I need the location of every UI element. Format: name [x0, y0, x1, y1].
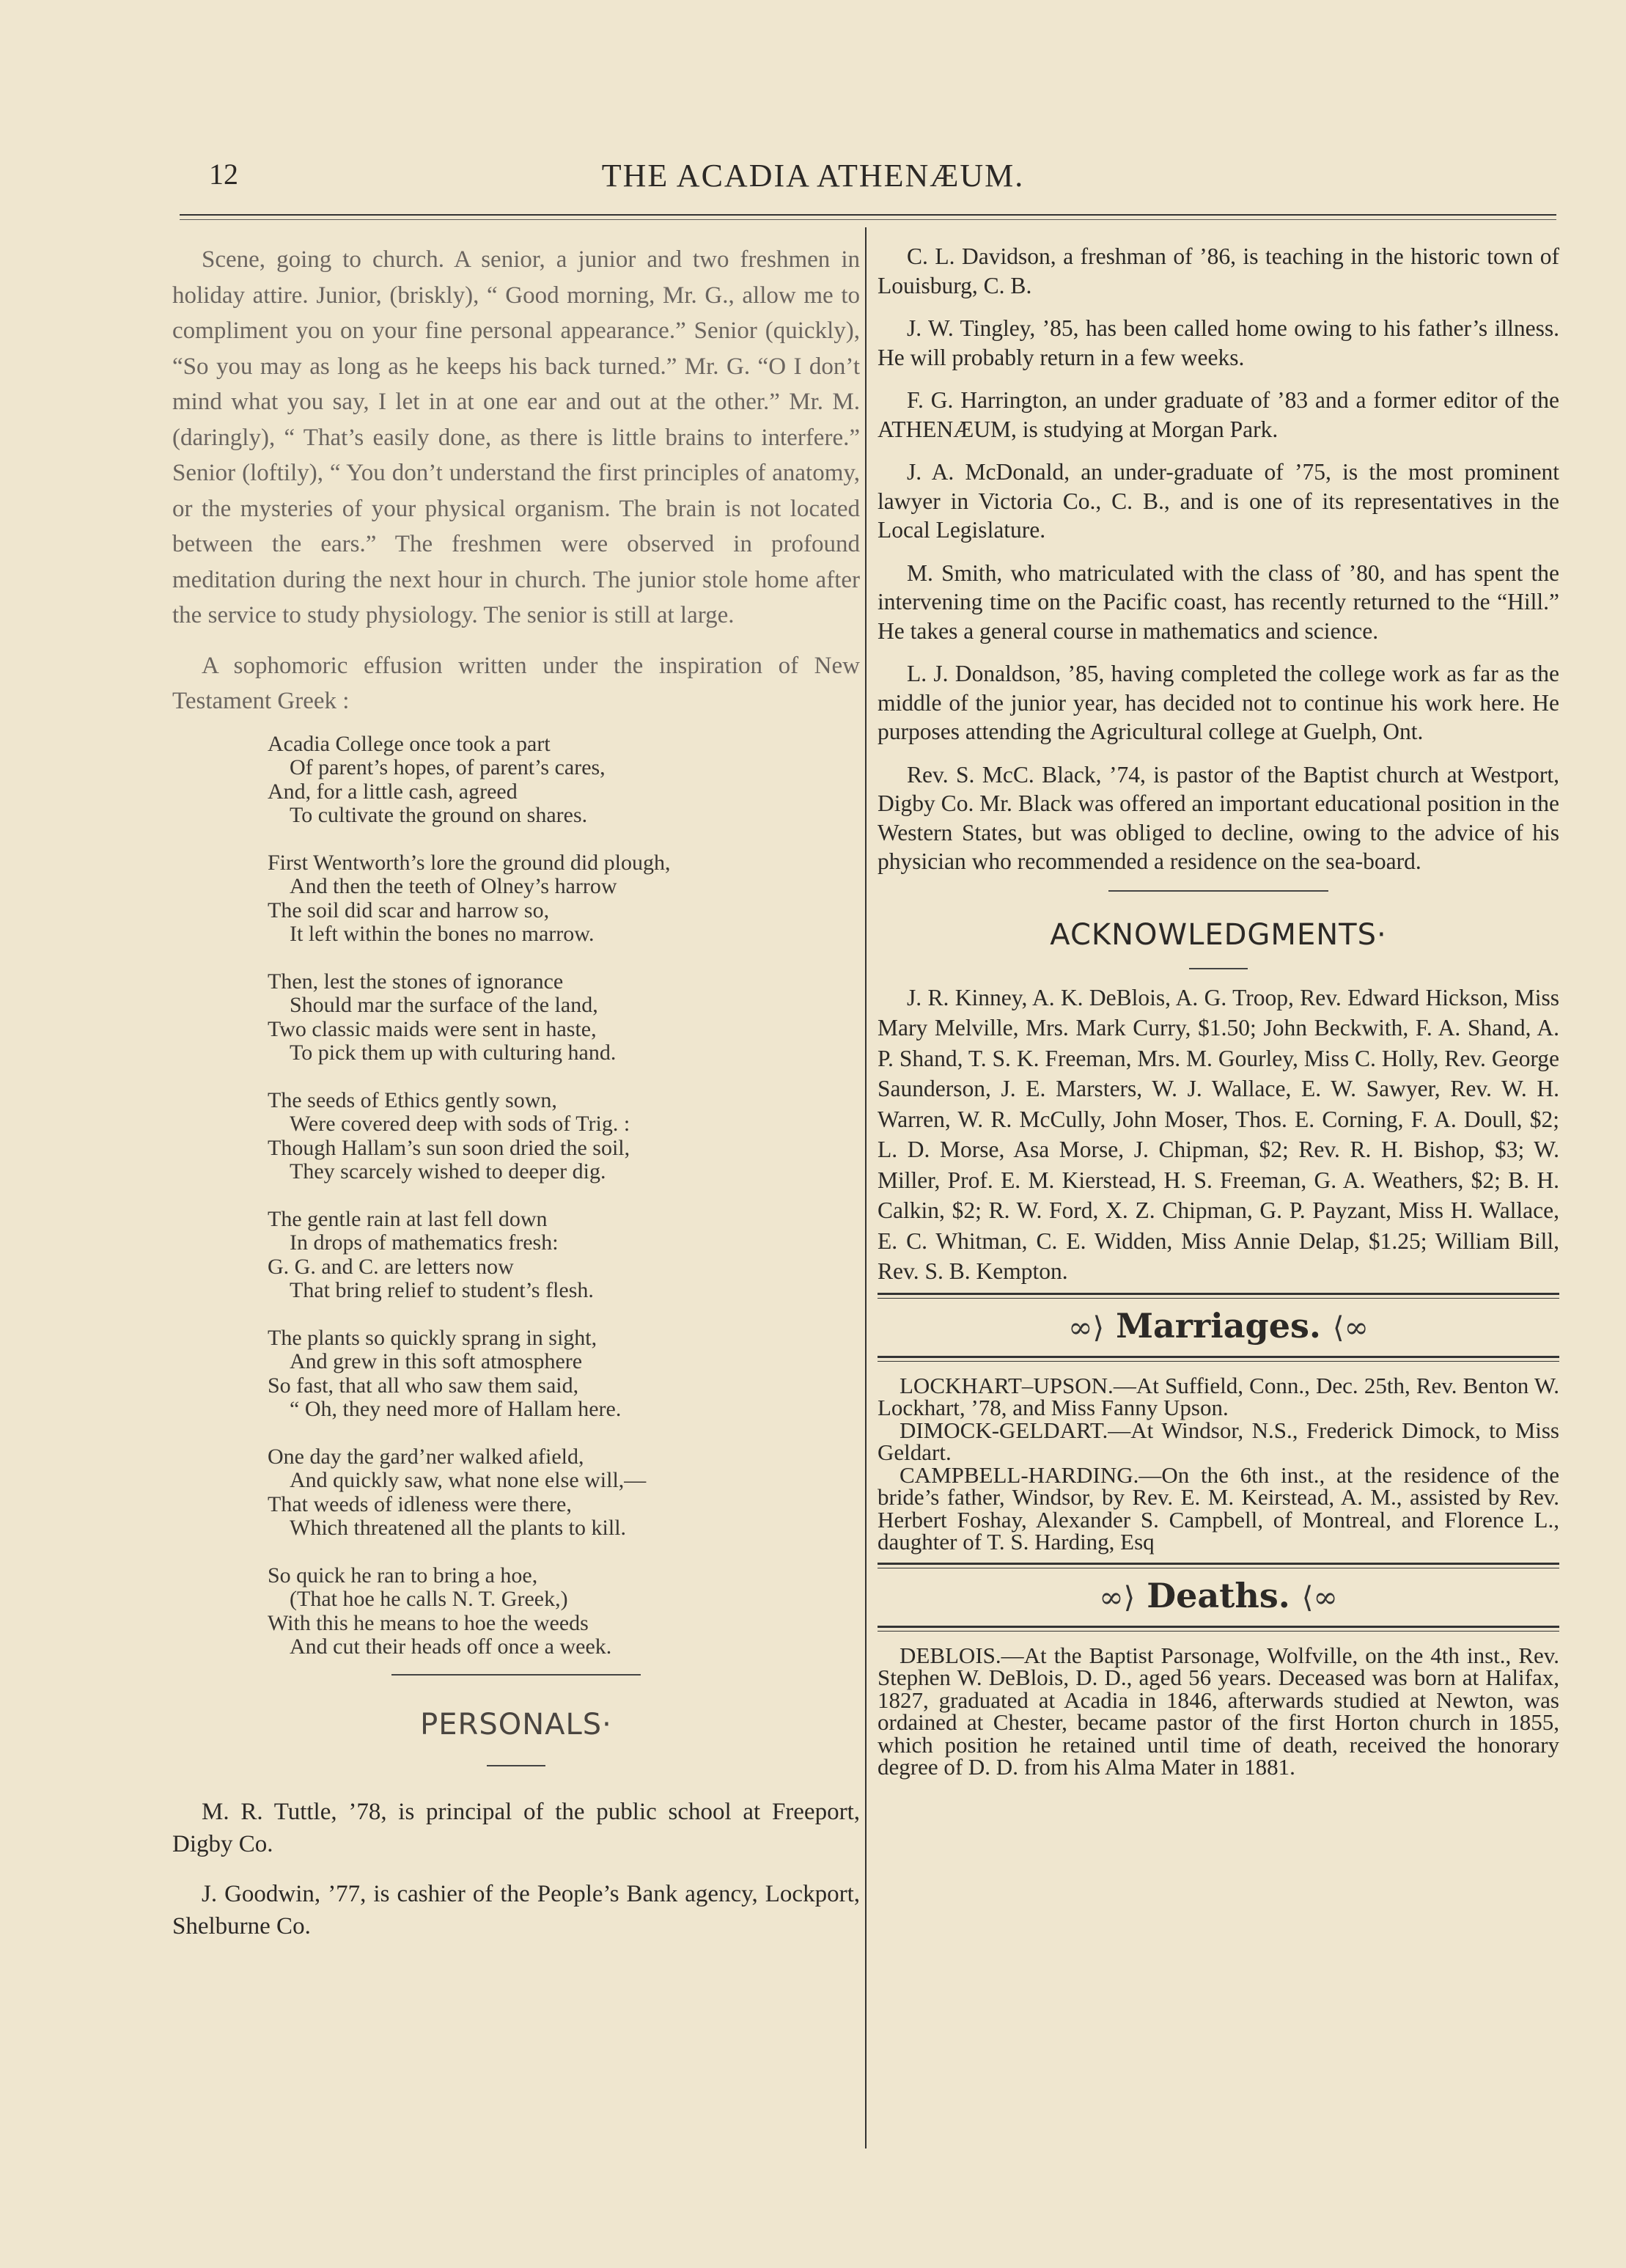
- poem-line: They scarcely wished to deeper dig.: [290, 1159, 606, 1183]
- notice-names: DEBLOIS.: [900, 1642, 1001, 1668]
- personal-item: F. G. Harrington, an under graduate of ’83 and a former editor of the ATHENÆUM, is studying at Morgan Park.: [878, 387, 1559, 442]
- poem-line: And then the teeth of Olney’s harrow: [290, 874, 617, 898]
- section-rule-short: [1189, 968, 1248, 969]
- section-rule: [391, 1674, 641, 1676]
- section-double-rule: [878, 1563, 1559, 1568]
- personal-item: M. R. Tuttle, ’78, is principal of the public school at Freeport, Digby Co.: [172, 1798, 860, 1857]
- marriage-notice: [878, 1417, 1559, 1465]
- poem-stanza: [268, 970, 860, 1065]
- poem-line: Acadia College once took a part: [268, 731, 551, 756]
- section-double-rule: [878, 1626, 1559, 1632]
- right-column: [878, 242, 1559, 1779]
- poem-line: That weeds of idleness were there,: [268, 1491, 572, 1516]
- section-rule-short: [487, 1765, 545, 1766]
- poem-line: Though Hallam’s sun soon dried the soil,: [268, 1135, 630, 1160]
- poem-line: The gentle rain at last fell down: [268, 1206, 548, 1231]
- poem-line: Were covered deep with sods of Trig. :: [290, 1112, 630, 1136]
- notice-names: DIMOCK-GELDART.: [900, 1417, 1108, 1443]
- death-notice: [878, 1642, 1559, 1780]
- poem-line: Two classic maids were sent in haste,: [268, 1016, 597, 1041]
- poem-line: Should mar the surface of the land,: [290, 993, 598, 1017]
- flourish-ornament-right: ⟨∞: [1301, 1580, 1338, 1615]
- section-double-rule: [878, 1293, 1559, 1299]
- poem-line: Then, lest the stones of ignorance: [268, 969, 564, 994]
- poem-stanza: [268, 851, 860, 947]
- acknowledgments-heading: ACKNOWLEDGMENTS·: [1050, 917, 1387, 952]
- personal-item: J. Goodwin, ’77, is cashier of the People’s Bank agency, Lockport, Shelburne Co.: [172, 1880, 860, 1939]
- journal-title: THE ACADIA ATHENÆUM.: [601, 158, 1025, 194]
- poem-stanza: [268, 733, 860, 828]
- poem-line: So fast, that all who saw them said,: [268, 1373, 579, 1398]
- poem-line: First Wentworth’s lore the ground did plough,: [268, 850, 671, 875]
- running-head: [0, 157, 1626, 201]
- notice-text: —At the Baptist Parsonage, Wolfville, on the 4th inst., Rev. Stephen W. DeBlois, D. D., aged 56 years. Deceased was born at Halifax, 1827, graduated at Acadia in 1846, afterwards studied at Newton, was ordained at Chester, became pastor of the first Horton church in 1855, which position he retained until time of death, received the honorary degree of D. D. from his Alma Mater in 1881.: [878, 1642, 1559, 1780]
- poem-line: The soil did scar and harrow so,: [268, 898, 550, 922]
- poem-line: (That hoe he calls N. T. Greek,): [290, 1587, 568, 1611]
- marriages-heading-text: Marriages.: [1116, 1305, 1321, 1346]
- poem: [268, 733, 860, 1659]
- marriage-notice: [878, 1461, 1559, 1555]
- poem-line: One day the gard’ner walked afield,: [268, 1444, 584, 1469]
- poem-line: “ Oh, they need more of Hallam here.: [290, 1397, 622, 1421]
- poem-line: That bring relief to student’s flesh.: [290, 1278, 594, 1302]
- anecdote-paragraph: Scene, going to church. A senior, a junior and two freshmen in holiday attire. Junior, (briskly), “ Good morning, Mr. G., allow me to compliment you on your fine personal appearance.” Senior (quickly), “So you may as long as he keeps his back turned.” Mr. G. “O I don’t mind what you say, I let in at one ear and out at the other.” Mr. M. (daringly), “ That’s easily done, as there is little brains to interfere.” Senior (loftily), “ You don’t understand the first principles of anatomy, or the mysteries of your physical organism. The brain is not located between the ears.” The freshmen were observed in profound meditation during the next hour in church. The junior stole home after the service to study physiology. The senior is still at large.: [172, 246, 860, 628]
- poem-line: Which threatened all the plants to kill.: [290, 1516, 627, 1540]
- poem-line: In drops of mathematics fresh:: [290, 1230, 559, 1255]
- poem-line: It left within the bones no marrow.: [290, 922, 595, 946]
- marriage-notice: [878, 1372, 1559, 1420]
- poem-line: With this he means to hoe the weeds: [268, 1610, 589, 1635]
- marriages-heading: [878, 1306, 1559, 1346]
- left-column: [172, 242, 860, 1956]
- personal-item: L. J. Donaldson, ’85, having completed the college work as far as the middle of the junior year, has decided not to continue his work here. He purposes attending the Agricultural college at Guelph, Ont.: [878, 661, 1559, 744]
- personals-heading: PERSONALS·: [420, 1707, 612, 1742]
- poem-line: So quick he ran to bring a hoe,: [268, 1563, 538, 1588]
- personal-item: C. L. Davidson, a freshman of ’86, is teaching in the historic town of Louisburg, C. B.: [878, 243, 1559, 298]
- notice-names: CAMPBELL-HARDING.: [900, 1461, 1139, 1488]
- notice-text: —At Windsor, N.S., Frederick Dimock, to Miss Geldart.: [878, 1417, 1559, 1465]
- poem-line: The seeds of Ethics gently sown,: [268, 1087, 557, 1112]
- poem-line: Of parent’s hopes, of parent’s cares,: [290, 755, 606, 779]
- notice-text: —On the 6th inst., at the residence of the bride’s father, Windsor, by Rev. E. M. Keirstead, A. M., assisted by Rev. Herbert Foshay, Alexander S. Campbell, of Montreal, and Florence L., daughter of T. S. Harding, Esq: [878, 1461, 1559, 1555]
- poem-line: The plants so quickly sprang in sight,: [268, 1325, 597, 1350]
- poem-line: G. G. and C. are letters now: [268, 1254, 514, 1279]
- poem-stanza: [268, 1089, 860, 1184]
- notice-text: —At Suffield, Conn., Dec. 25th, Rev. Benton W. Lockhart, ’78, and Miss Fanny Upson.: [878, 1372, 1559, 1420]
- header-rule: [180, 214, 1556, 220]
- personal-item: J. W. Tingley, ’85, has been called home owing to his father’s illness. He will probably return in a few weeks.: [878, 315, 1559, 370]
- poem-line: And, for a little cash, agreed: [268, 779, 518, 804]
- section-rule: [1108, 890, 1328, 892]
- poem-stanza: [268, 1208, 860, 1303]
- deaths-heading: [878, 1576, 1559, 1615]
- column-divider: [865, 227, 867, 2148]
- acknowledgments-text: J. R. Kinney, A. K. DeBlois, A. G. Troop, Rev. Edward Hickson, Miss Mary Melville, Mrs. Mark Curry, $1.50; John Beckwith, F. A. Shand, A. P. Shand, T. S. K. Freeman, Mrs. M. Gourley, Miss C. Holly, Rev. George Saunderson, J. E. Marsters, W. J. Wallace, E. W. Sawyer, Rev. W. H. Warren, W. R. McCully, John Moser, Thos. E. Corning, F. A. Doull, $2; L. D. Morse, Asa Morse, J. Chipman, $2; Rev. R. H. Bishop, $3; W. Miller, Prof. E. M. Kierstead, H. S. Freeman, G. A. Weathers, $2; B. H. Calkin, $2; R. W. Ford, X. Z. Chipman, G. P. Payzant, Miss H. Wallace, E. C. Whitman, C. E. Widden, Miss Annie Delap, $1.25; William Bill, Rev. S. B. Kempton.: [878, 984, 1559, 1284]
- poem-intro: A sophomoric effusion written under the inspiration of New Testament Greek :: [172, 652, 860, 714]
- poem-line: To cultivate the ground on shares.: [290, 803, 588, 827]
- poem-line: And grew in this soft atmosphere: [290, 1349, 583, 1373]
- poem-stanza: [268, 1564, 860, 1659]
- personal-item: Rev. S. McC. Black, ’74, is pastor of the Baptist church at Westport, Digby Co. Mr. Black was offered an important educational position in the Western States, but was obliged to decline, owing to the advice of his physician who recommended a residence on the sea-board.: [878, 761, 1559, 874]
- poem-line: And cut their heads off once a week.: [290, 1634, 612, 1659]
- notice-names: LOCKHART–UPSON.: [900, 1372, 1114, 1398]
- personal-item: M. Smith, who matriculated with the class of ’80, and has spent the intervening time on the Pacific coast, has recently returned to the “Hill.” He takes a general course in mathematics and science.: [878, 559, 1559, 644]
- poem-stanza: [268, 1326, 860, 1422]
- poem-line: And quickly saw, what none else will,—: [290, 1468, 647, 1492]
- flourish-ornament-left: ∞⟩: [1099, 1580, 1136, 1615]
- personal-item: J. A. McDonald, an under-graduate of ’75, is the most prominent lawyer in Victoria Co., C. B., and is one of its representatives in the Local Legislature.: [878, 459, 1559, 543]
- deaths-heading-text: Deaths.: [1147, 1575, 1290, 1615]
- poem-stanza: [268, 1445, 860, 1541]
- section-double-rule: [878, 1356, 1559, 1362]
- page-number: 12: [209, 158, 238, 191]
- flourish-ornament-right: ⟨∞: [1332, 1310, 1369, 1345]
- flourish-ornament-left: ∞⟩: [1068, 1310, 1105, 1345]
- poem-line: To pick them up with culturing hand.: [290, 1041, 617, 1065]
